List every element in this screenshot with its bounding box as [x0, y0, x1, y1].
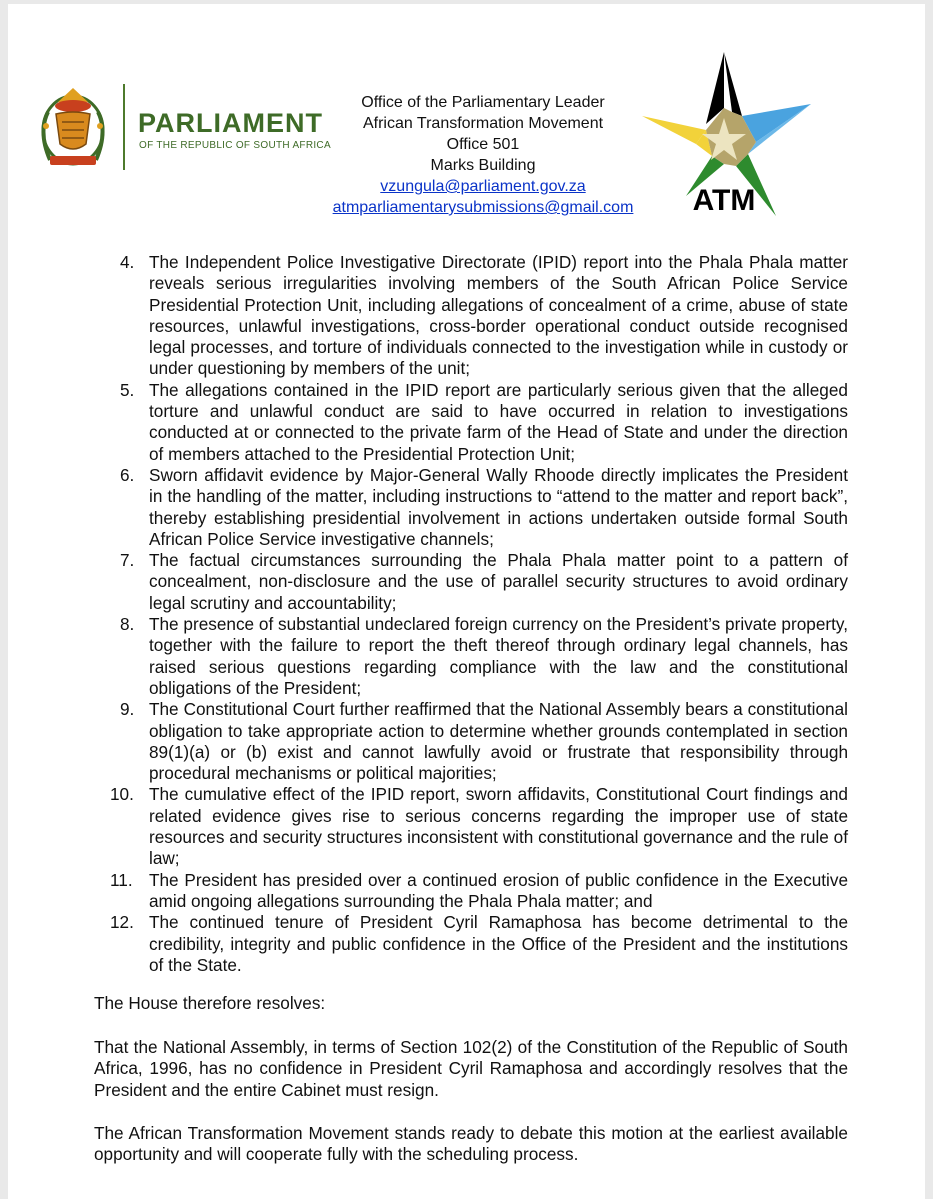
item-number: 12.	[110, 912, 134, 933]
list-item	[120, 380, 848, 465]
resolution-paragraph: That the National Assembly, in terms of Section 102(2) of the Constitution of the Republic of South Africa, 1996, has no confidence in President Cyril Ramaphosa and accordingly resolves that the President and the entire Cabinet must resign.	[94, 1037, 848, 1100]
item-number: 10.	[110, 784, 134, 805]
list-item	[110, 869, 848, 913]
item-number: 4.	[120, 252, 135, 272]
header-divider	[123, 84, 125, 170]
item-number: 6.	[120, 464, 135, 485]
list-item	[120, 614, 848, 699]
list-item	[110, 784, 848, 869]
office-line: Office 501	[446, 136, 520, 153]
item-number: 7.	[120, 550, 135, 571]
item-text: The President has presided over a continued erosion of public confidence in the Executive amid ongoing allegations surrounding the Phala Phala matter; and	[149, 869, 848, 911]
email-link-parliament[interactable]: vzungula@parliament.gov.za	[380, 178, 586, 195]
list-item	[120, 550, 848, 614]
item-text: The cumulative effect of the IPID report, sworn affidavits, Constitutional Court findings and related evidence gives rise to serious concerns regarding the improper use of state resources and security structures inconsistent with constitutional governance and the rule of law;	[149, 784, 848, 869]
list-item	[120, 699, 848, 784]
parliament-coat-of-arms-icon	[28, 82, 118, 174]
email-link-submissions[interactable]: atmparliamentarysubmissions@gmail.com	[332, 199, 634, 216]
list-item	[120, 252, 848, 380]
item-text: The factual circumstances surrounding the Phala Phala matter point to a pattern of concealment, non-disclosure and the use of parallel security structures to avoid ordinary legal scrutiny and accountability;	[149, 550, 848, 613]
parliament-title: PARLIAMENT	[138, 108, 323, 138]
item-text: The Constitutional Court further reaffirmed that the National Assembly bears a constitutional obligation to take appropriate action to determine whether grounds contemplated in section 89(1)(a) or (b) exist and cannot lawfully avoid or frustrate that responsibility through procedural mechanisms or political majorities;	[149, 699, 848, 784]
atm-logo-text: ATM	[692, 184, 756, 217]
resolves-heading: The House therefore resolves:	[94, 993, 326, 1013]
office-address-block	[293, 92, 673, 218]
item-text: The allegations contained in the IPID report are particularly serious given that the alleged torture and unlawful conduct are said to have occurred in relation to investigations conducted at or connected to the private farm of the Head of State and under the direction of members attached to the Presidential Protection Unit;	[149, 379, 848, 464]
atm-logo-icon	[636, 46, 811, 221]
list-item	[110, 912, 848, 976]
closing-paragraph: The African Transformation Movement stands ready to debate this motion at the earliest available opportunity and will cooperate fully with the scheduling process.	[94, 1123, 848, 1165]
item-text: The continued tenure of President Cyril Ramaphosa has become detrimental to the credibility, integrity and public confidence in the Office of the President and the institutions of the State.	[149, 912, 848, 975]
list-item	[120, 465, 848, 550]
item-text: Sworn affidavit evidence by Major-General Wally Rhoode directly implicates the President in the handling of the matter, including instructions to “attend to the matter and report back”, thereby establishing presidential involvement in actions undertaken outside formal South African Police Service investigative channels;	[149, 464, 848, 549]
office-line: African Transformation Movement	[362, 115, 604, 132]
parliament-subtitle: OF THE REPUBLIC OF SOUTH AFRICA	[139, 140, 331, 151]
office-line: Office of the Parliamentary Leader	[361, 94, 605, 111]
item-number: 5.	[120, 379, 135, 400]
item-text: The Independent Police Investigative Directorate (IPID) report into the Phala Phala matter reveals serious irregularities involving members of the South African Police Service Presidential Protection Unit, including allegations of concealment of a crime, abuse of state resources, unlawful investigations, cross-border operational conduct outside recognised legal processes, and torture of individuals connected to the investigation while in custody or under questioning by members of the unit;	[149, 252, 848, 379]
item-text: The presence of substantial undeclared foreign currency on the President’s private property, together with the failure to report the theft thereof through ordinary legal channels, has raised serious questions regarding compliance with the law and the constitutional obligations of the President;	[149, 614, 848, 698]
item-number: 11.	[110, 869, 133, 890]
document-page	[8, 4, 925, 1199]
office-line: Marks Building	[430, 157, 536, 174]
grounds-list	[110, 252, 848, 976]
item-number: 8.	[120, 614, 135, 635]
item-number: 9.	[120, 699, 135, 720]
